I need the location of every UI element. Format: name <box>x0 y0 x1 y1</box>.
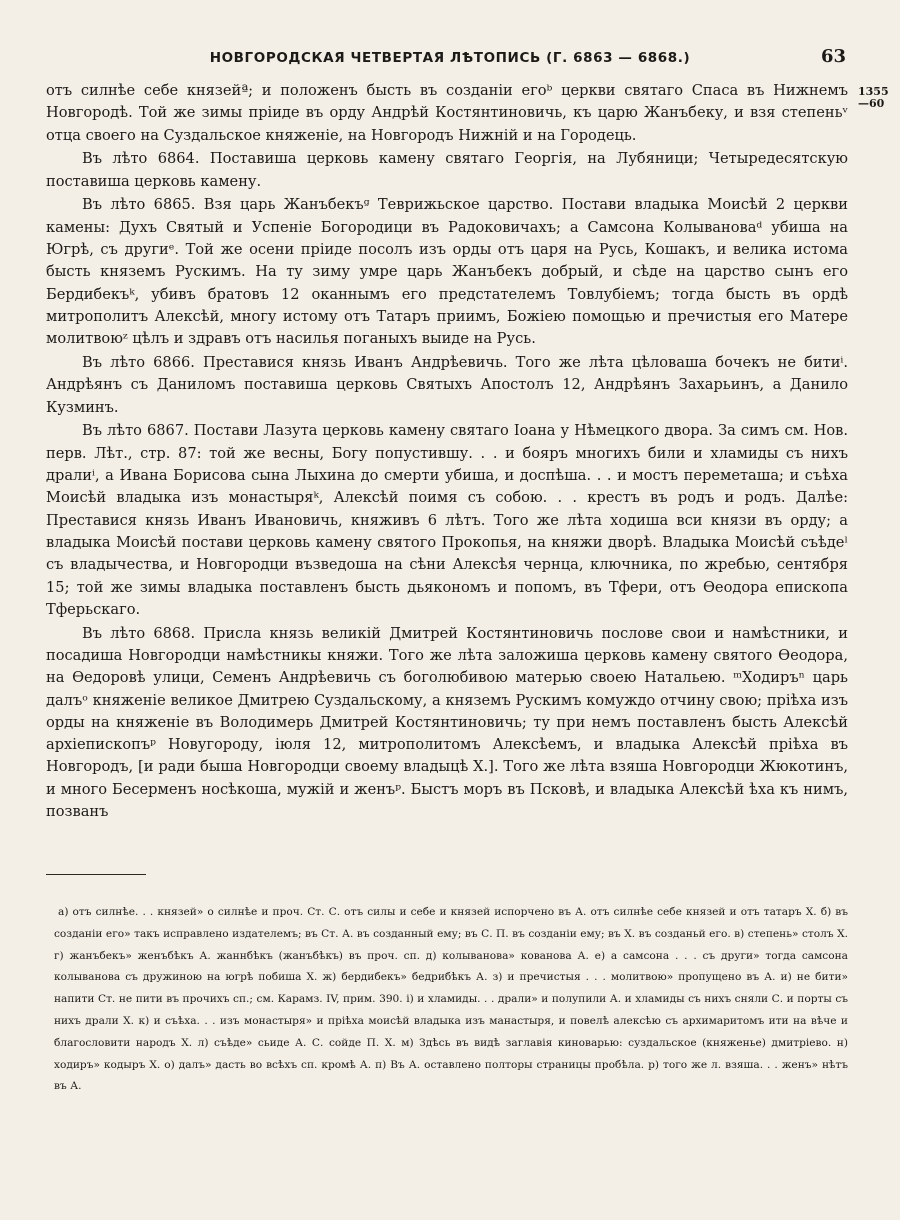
chronicle-text <box>46 80 848 825</box>
paragraph-year-6864: Въ лѣто 6864. Поставиша церковь камену святаго Георгія, на Лубяници; Четыредесятскую поставиша церковь камену. <box>46 150 848 190</box>
page-number: 63 <box>820 46 846 67</box>
paragraph-year-6868: Въ лѣто 6868. Присла князь великій Дмитрей Костянтиновичь послове свои и намѣстники, и посадиша Новгородци намѣстникы княжи. Того же лѣта заложиша церковь камену святого Ѳеодора, на Ѳедоровѣ улици, Семенъ Андрѣевичь съ боголюбивою матерью своею Натальею. ᵐХодиръⁿ царь далъᵒ княженіе великое Дмитрею Суздальскому, а княземъ Рускимъ комуждо отчину свою; пріѣха изъ орды на княженіе въ Володимерь Дмитрей Костянтиновичь; ту при немъ поставленъ бысть Алексѣй архіепископъᵖ Новугороду, іюля 12, митрополитомъ Алексѣемъ, и владыка Алексѣй пріѣха въ Новгородъ, [и ради быша Новгородци своему владыцѣ Х.]. Того же лѣта взяша Новгородци Жюкотинъ, и много Бесерменъ носѣкоша, мужій и женъᵖ. Быстъ моръ въ Псковѣ, и владыка Алексѣй ѣха къ нимъ, позванъ <box>46 624 848 820</box>
running-head: НОВГОРОДСКАЯ ЧЕТВЕРТАЯ ЛѢТОПИСЬ (Г. 6863 — 6868.) <box>209 50 691 66</box>
paragraph-year-6865: Въ лѣто 6865. Взя царь Жанъбекъᵍ Теврижьское царство. Постави владыка Моисѣй 2 церкви камены: Духъ Святый и Успеніе Богородици въ Радоковичахъ; а Самсона Колывановаᵈ убиша на Югрѣ, съ другиᵉ. Той же осени пріиде посолъ изъ орды отъ царя на Русь, Кошакъ, и велика истома бысть княземъ Рускимъ. На ту зиму умре царь Жанъбекъ добрый, и сѣде на царство сынъ его Бердибекъᵏ, убивъ братовъ 12 оканнымъ его предстателемъ Товлубіемъ; тогда бысть въ ордѣ митрополитъ Алексѣй, многу истому отъ Татаръ приимъ, Божіею помощью и пречистыя его Матере молитвоюᶻ цѣлъ и здравъ отъ насилья поганыхъ выиде на Русь. <box>46 196 848 348</box>
paragraph-continuation: отъ силнѣе себе князейª; и положенъ бысть въ созданіи егоᵇ церкви святаго Спаса въ Нижнемъ Новгородѣ. Той же зимы пріиде въ орду Андрѣй Костянтиновичь, къ царю Жанъбеку, и взя степеньᵛ отца своего на Суздальское княженіе, на Новгородъ Нижній и на Городець. <box>46 82 848 144</box>
margin-year-start: 1355 <box>858 85 889 98</box>
margin-year-end: —60 <box>858 97 885 110</box>
margin-year-note <box>858 86 898 110</box>
page-header <box>46 44 854 72</box>
footnote-apparatus: а) отъ силнѣе. . . князей» о силнѣе и проч. Ст. С. отъ силы и себе и князей испорчено въ А. отъ силнѣе себе князей и отъ татаръ Х. б) въ созданіи его» такъ исправлено издателемъ; въ Ст. А. въ созданный ему; въ С. П. въ созданіи ему; въ Х. въ созданьй его. в) степень» столъ Х. г) жанъбекъ» женъбѣкъ А. жаннбѣкъ (жанъбѣкъ) въ проч. сп. д) колыванова» кованова А. е) а самсона . . . съ други» тогда самсона колыванова съ дружиною на югрѣ побиша Х. ж) бердибекъ» бедрибѣкъ А. з) и пречистыя . . . молитвою» пропущено въ А. и) не бити» напити Ст. не пити въ прочихъ сп.; см. Карамз. IV, прим. 390. і) и хламиды. . . драли» и полупили А. и хламиды съ нихъ сняли С. и порты съ нихъ драли Х. к) и съѣха. . . изъ монастыря» и пріѣха моисѣй владыка изъ манастыря, и повелѣ алексѣю съ архимаритомъ ити на вѣче и благословити народъ Х. л) съѣде» сьиде А. С. сойде П. Х. м) Здѣсь въ видѣ заглавія киноварью: суздальское (княженье) дмитріево. н) ходиръ» кодыръ Х. о) далъ» дасть во всѣхъ сп. кромѣ А. п) Въ А. оставлено полторы страницы пробѣла. р) того же л. взяша. . . женъ» нѣтъ въ А. <box>54 906 848 1093</box>
footnotes <box>54 902 848 1098</box>
paragraph-year-6867: Въ лѣто 6867. Постави Лазута церковь камену святаго Іоана у Нѣмецкого двора. За симъ см. Нов. перв. Лѣт., стр. 87: той же весны, Богу попустившу. . . и бояръ многихъ били и хламиды съ нихъ дралиⁱ, а Ивана Борисова сына Лыхина до смерти убиша, и доспѣша. . . и мостъ переметаша; и съѣха Моисѣй владыка изъ монастыряᵏ, Алексѣй поимя съ собою. . . крестъ въ родъ и родъ. Далѣе: Преставися князь Иванъ Ивановичь, княживъ 6 лѣтъ. Того же лѣта ходиша вси князи въ орду; а владыка Моисѣй постави церковь камену святого Прокопья, на княжи дворѣ. Владыка Моисѣй съѣдеˡ съ владычества, и Новгородци възведоша на сѣни Алексѣя чернца, ключника, по жребью, сентября 15; той же зимы владыка поставленъ бысть дьякономъ и попомъ, въ Тфери, отъ Ѳеодора епископа Тферьскаго. <box>46 422 848 618</box>
footnote-divider <box>46 874 146 875</box>
paragraph-year-6866: Въ лѣто 6866. Преставися князь Иванъ Андрѣевичь. Того же лѣта цѣловаша бочекъ не битиⁱ. Андрѣянъ съ Даниломъ поставиша церковь Святыхъ Апостолъ 12, Андрѣянъ Захарьинъ, а Данило Кузминъ. <box>46 354 848 416</box>
